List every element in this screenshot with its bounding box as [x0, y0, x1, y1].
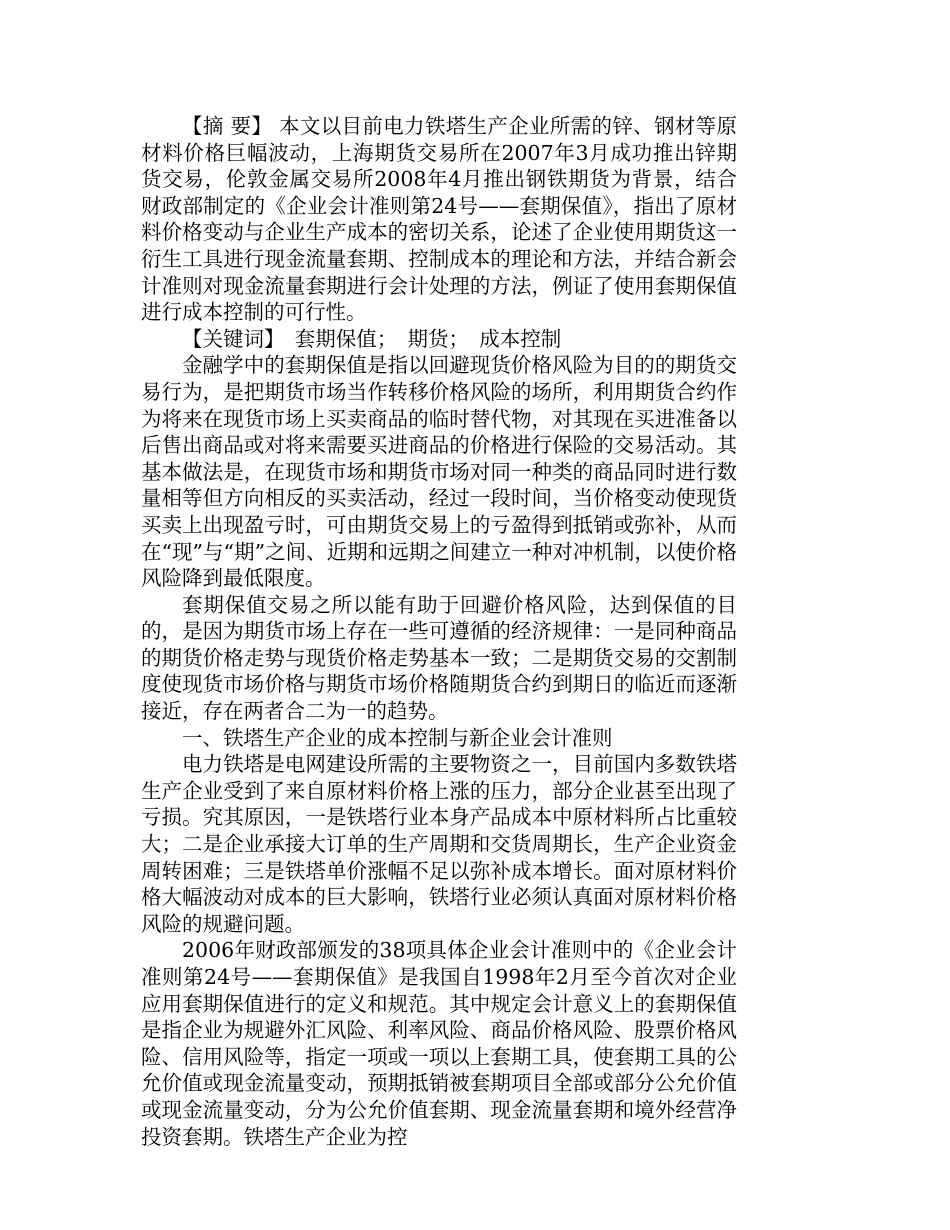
body-paragraph: 金融学中的套期保值是指以回避现货价格风险为目的的期货交易行为，是把期货市场当作转移价格风险的场所，利用期货合约作为将来在现货市场上买卖商品的临时替代物，对其现在买进准备以后售出商品或对将来需要买进商品的价格进行保险的交易活动。其基本做法是，在现货市场和期货市场对同一种类的商品同时进行数量相等但方向相反的买卖活动，经过一段时间，当价格变动使现货买卖上出现盈亏时，可由期货交易上的亏盈得到抵销或弥补，从而在“现”与“期”之间、近期和远期之间建立一种对冲机制，以使价格风险降到最低限度。 — [141, 353, 737, 591]
keywords-paragraph — [141, 326, 737, 353]
abstract-paragraph — [141, 113, 737, 326]
document-body — [141, 113, 737, 1150]
body-paragraph: 套期保值交易之所以能有助于回避价格风险，达到保值的目的，是因为期货市场上存在一些可遵循的经济规律：一是同种商品的期货价格走势与现货价格走势基本一致；二是期货交易的交割制度使现货市场价格与期货市场价格随期货合约到期日的临近而逐渐接近，存在两者合二为一的趋势。 — [141, 592, 737, 724]
body-paragraph: 电力铁塔是电网建设所需的主要物资之一，目前国内多数铁塔生产企业受到了来自原材料价格上涨的压力，部分企业甚至出现了亏损。究其原因，一是铁塔行业本身产品成本中原材料所占比重较大；二是企业承接大订单的生产周期和交货周期长，生产企业资金周转困难；三是铁塔单价涨幅不足以弥补成本增长。面对原材料价格大幅波动对成本的巨大影响，铁塔行业必须认真面对原材料价格风险的规避问题。 — [141, 752, 737, 936]
abstract-text: 本文以目前电力铁塔生产企业所需的锌、钢材等原材料价格巨幅波动，上海期货交易所在2007年3月成功推出锌期货交易，伦敦金属交易所2008年4月推出钢铁期货为背景，结合财政部制定的《企业会计准则第24号——套期保值》，指出了原材料价格变动与企业生产成本的密切关系，论述了企业使用期货这一衍生工具进行现金流量套期、控制成本的理论和方法，并结合新会计准则对现金流量套期进行会计处理的方法，例证了使用套期保值进行成本控制的可行性。 — [141, 114, 737, 325]
keyword-item: 成本控制 — [479, 326, 562, 351]
section-heading: 一、铁塔生产企业的成本控制与新企业会计准则 — [182, 725, 613, 750]
keyword-item: 期货； — [407, 326, 469, 351]
keywords-label: 【关键词】 — [182, 326, 285, 351]
abstract-label: 【摘 要】 — [182, 114, 273, 138]
body-paragraph: 2006年财政部颁发的38项具体企业会计准则中的《企业会计准则第24号——套期保值》是我国自1998年2月至今首次对企业应用套期保值进行的定义和规范。其中规定会计意义上的套期保值是指企业为规避外汇风险、利率风险、商品价格风险、股票价格风险、信用风险等，指定一项或一项以上套期工具，使套期工具的公允价值或现金流量变动，预期抵销被套期项目全部或部分公允价值或现金流量变动，分为公允价值套期、现金流量套期和境外经营净投资套期。铁塔生产企业为控 — [141, 938, 737, 1149]
keyword-item: 套期保值； — [294, 326, 398, 351]
